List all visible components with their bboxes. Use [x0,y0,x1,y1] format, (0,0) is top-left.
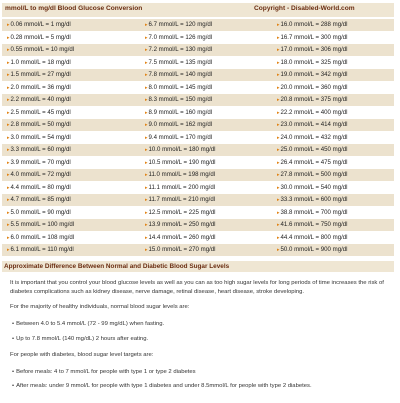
table-row [2,119,394,131]
table-cell: ▸11.7 mmol/L = 210 mg/dl [145,196,216,203]
table-cell: ▸23.0 mmol/L = 414 mg/dl [277,121,348,128]
table-cell: ▸4.4 mmol/L = 80 mg/dl [7,183,71,191]
arrow-bullet-icon: ▸ [7,122,10,128]
table-row [2,69,394,81]
conversion-table [2,19,394,257]
arrow-bullet-icon: ▸ [7,197,10,203]
table-row [2,244,394,256]
arrow-bullet-icon: ▸ [145,184,148,191]
arrow-bullet-icon: ▸ [277,122,280,128]
arrow-bullet-icon: ▸ [145,59,148,66]
arrow-bullet-icon: ▸ [7,84,10,91]
table-row [2,157,394,169]
table-row [2,19,394,31]
table-row [2,182,394,194]
arrow-bullet-icon: ▸ [277,209,280,216]
list-item: • After meals: under 9 mmol/L for people with type 1 diabetes and under 8.5mmol/L for people with type 2 diabetes. [12,383,312,389]
table-row [2,32,394,44]
table-cell: ▸10.5 mmol/L = 190 mg/dl [145,158,216,166]
table-row [2,82,394,94]
table-cell: ▸33.3 mmol/L = 600 mg/dl [277,196,348,203]
table-cell: ▸8.0 mmol/L = 145 mg/dl [145,83,213,91]
table-cell: ▸10.0 mmol/L = 180 mg/dl [145,146,216,153]
table-cell: ▸7.5 mmol/L = 135 mg/dl [145,58,213,66]
table-cell: ▸18.0 mmol/L = 325 mg/dl [277,58,348,66]
arrow-bullet-icon: ▸ [145,122,148,128]
arrow-bullet-icon: ▸ [145,22,148,28]
arrow-bullet-icon: ▸ [7,209,10,216]
arrow-bullet-icon: ▸ [277,172,280,178]
table-cell: ▸5.0 mmol/L = 90 mg/dl [7,208,71,216]
arrow-bullet-icon: ▸ [7,234,10,241]
table-cell: ▸8.3 mmol/L = 150 mg/dl [145,96,213,103]
table-row [2,144,394,156]
table-row [2,132,394,144]
table-cell: ▸41.6 mmol/L = 750 mg/dl [277,221,348,228]
table-row [2,107,394,119]
diabetes-intro: For people with diabetes, blood sugar level targets are: [10,352,154,358]
table-cell: ▸1.5 mmol/L = 27 mg/dl [7,71,71,78]
table-cell: ▸11.1 mmol/L = 200 mg/dl [145,183,216,191]
arrow-bullet-icon: ▸ [145,234,148,241]
table-cell: ▸6.1 mmol/L = 110 mg/dl [7,246,74,253]
table-cell: ▸9.4 mmol/L = 170 mg/dl [145,133,213,141]
table-cell: ▸16.0 mmol/L = 288 mg/dl [277,21,348,28]
list-item: • Up to 7.8 mmol/L (140 mg/dL) 2 hours after eating. [12,336,149,342]
arrow-bullet-icon: ▸ [7,97,10,103]
arrow-bullet-icon: ▸ [277,197,280,203]
arrow-bullet-icon: ▸ [7,34,10,41]
table-row [2,57,394,69]
table-cell: ▸0.06 mmol/L = 1 mg/dl [7,21,71,28]
arrow-bullet-icon: ▸ [145,247,148,253]
arrow-bullet-icon: ▸ [7,159,10,166]
arrow-bullet-icon: ▸ [145,97,148,103]
table-cell: ▸14.4 mmol/L = 260 mg/dl [145,233,216,241]
arrow-bullet-icon: ▸ [145,109,148,116]
bullet-icon: • [12,383,15,389]
arrow-bullet-icon: ▸ [145,72,148,78]
section-heading: Approximate Difference Between Normal and Diabetic Blood Sugar Levels [2,261,394,272]
page-title: mmol/L to mg/dl Blood Glucose Conversion [5,5,143,12]
arrow-bullet-icon: ▸ [7,72,10,78]
table-cell: ▸0.28 mmol/L = 5 mg/dl [7,33,71,41]
table-cell: ▸20.0 mmol/L = 360 mg/dl [277,83,348,91]
table-cell: ▸16.7 mmol/L = 300 mg/dl [277,33,348,41]
arrow-bullet-icon: ▸ [277,47,280,53]
arrow-bullet-icon: ▸ [277,84,280,91]
table-cell: ▸11.0 mmol/L = 198 mg/dl [145,171,216,178]
arrow-bullet-icon: ▸ [145,197,148,203]
arrow-bullet-icon: ▸ [145,159,148,166]
table-cell: ▸44.4 mmol/L = 800 mg/dl [277,233,348,241]
table-cell: ▸2.5 mmol/L = 45 mg/dl [7,108,71,116]
table-cell: ▸7.8 mmol/L = 140 mg/dl [145,71,213,78]
table-cell: ▸22.2 mmol/L = 400 mg/dl [277,108,348,116]
arrow-bullet-icon: ▸ [277,184,280,191]
table-cell: ▸17.0 mmol/L = 306 mg/dl [277,46,348,53]
bullet-icon: • [12,369,15,375]
arrow-bullet-icon: ▸ [277,109,280,116]
table-row [2,232,394,244]
arrow-bullet-icon: ▸ [7,59,10,66]
arrow-bullet-icon: ▸ [145,147,148,153]
table-cell: ▸20.8 mmol/L = 375 mg/dl [277,96,348,103]
arrow-bullet-icon: ▸ [277,34,280,41]
table-cell: ▸12.5 mmol/L = 225 mg/dl [145,208,216,216]
table-cell: ▸19.0 mmol/L = 342 mg/dl [277,71,348,78]
table-cell: ▸9.0 mmol/L = 162 mg/dl [145,121,213,128]
list-item: • Before meals: 4 to 7 mmol/L for people with type 1 or type 2 diabetes [12,369,196,375]
table-cell: ▸2.2 mmol/L = 40 mg/dl [7,96,71,103]
table-row [2,194,394,206]
table-cell: ▸3.3 mmol/L = 60 mg/dl [7,146,71,153]
arrow-bullet-icon: ▸ [145,222,148,228]
intro-paragraph: It is important that you control your blood glucose levels as well as you can as too high sugar levels for long periods of time increases the risk of diabetes complications such as kidney disease, nerve damage, retinal disease, heart disease, stroke developing. [10,280,384,295]
table-cell: ▸2.0 mmol/L = 36 mg/dl [7,83,71,91]
arrow-bullet-icon: ▸ [7,222,10,228]
table-cell: ▸4.7 mmol/L = 85 mg/dl [7,196,71,203]
arrow-bullet-icon: ▸ [277,222,280,228]
table-row [2,94,394,106]
arrow-bullet-icon: ▸ [277,147,280,153]
healthy-intro: For the majority of healthy individuals, normal blood sugar levels are: [10,304,190,310]
table-cell: ▸1.0 mmol/L = 18 mg/dl [7,58,71,66]
table-cell: ▸3.0 mmol/L = 54 mg/dl [7,133,71,141]
table-cell: ▸8.9 mmol/L = 160 mg/dl [145,108,213,116]
arrow-bullet-icon: ▸ [7,134,10,141]
arrow-bullet-icon: ▸ [7,247,10,253]
table-cell: ▸7.2 mmol/L = 130 mg/dl [145,46,213,53]
table-cell: ▸5.5 mmol/L = 100 mg/dl [7,221,75,228]
table-cell: ▸25.0 mmol/L = 450 mg/dl [277,146,348,153]
table-row [2,169,394,181]
arrow-bullet-icon: ▸ [145,172,148,178]
arrow-bullet-icon: ▸ [7,47,10,53]
bullet-icon: • [12,336,15,342]
table-cell: ▸13.9 mmol/L = 250 mg/dl [145,221,216,228]
arrow-bullet-icon: ▸ [277,72,280,78]
arrow-bullet-icon: ▸ [7,147,10,153]
arrow-bullet-icon: ▸ [145,34,148,41]
arrow-bullet-icon: ▸ [145,209,148,216]
table-cell: ▸50.0 mmol/L = 900 mg/dl [277,246,348,253]
arrow-bullet-icon: ▸ [277,234,280,241]
table-cell: ▸30.0 mmol/L = 540 mg/dl [277,183,348,191]
arrow-bullet-icon: ▸ [145,84,148,91]
table-row [2,207,394,219]
arrow-bullet-icon: ▸ [277,134,280,141]
table-cell: ▸24.0 mmol/L = 432 mg/dl [277,133,348,141]
bullet-icon: • [12,321,15,327]
arrow-bullet-icon: ▸ [277,59,280,66]
table-cell: ▸2.8 mmol/L = 50 mg/dl [7,121,71,128]
arrow-bullet-icon: ▸ [7,109,10,116]
arrow-bullet-icon: ▸ [7,184,10,191]
table-cell: ▸6.7 mmol/L = 120 mg/dl [145,21,213,28]
table-row [2,219,394,231]
arrow-bullet-icon: ▸ [277,22,280,28]
table-cell: ▸3.9 mmol/L = 70 mg/dl [7,158,71,166]
arrow-bullet-icon: ▸ [145,134,148,141]
arrow-bullet-icon: ▸ [7,22,10,28]
table-cell: ▸0.55 mmol/L = 10 mg/dl [7,46,75,53]
table-cell: ▸27.8 mmol/L = 500 mg/dl [277,171,348,178]
arrow-bullet-icon: ▸ [277,97,280,103]
arrow-bullet-icon: ▸ [277,159,280,166]
table-cell: ▸6.0 mmol/L = 108 mg/dl [7,233,75,241]
table-cell: ▸15.0 mmol/L = 270 mg/dl [145,246,216,253]
table-cell: ▸4.0 mmol/L = 72 mg/dl [7,171,71,178]
table-cell: ▸26.4 mmol/L = 475 mg/dl [277,158,348,166]
table-cell: ▸38.8 mmol/L = 700 mg/dl [277,208,348,216]
arrow-bullet-icon: ▸ [277,247,280,253]
arrow-bullet-icon: ▸ [145,47,148,53]
copyright-notice: Copyright - Disabled-World.com [254,5,355,12]
arrow-bullet-icon: ▸ [7,172,10,178]
table-cell: ▸7.0 mmol/L = 126 mg/dl [145,33,213,41]
list-item: • Between 4.0 to 5.4 mmol/L (72 - 99 mg/dL) when fasting. [12,321,165,327]
table-row [2,44,394,56]
